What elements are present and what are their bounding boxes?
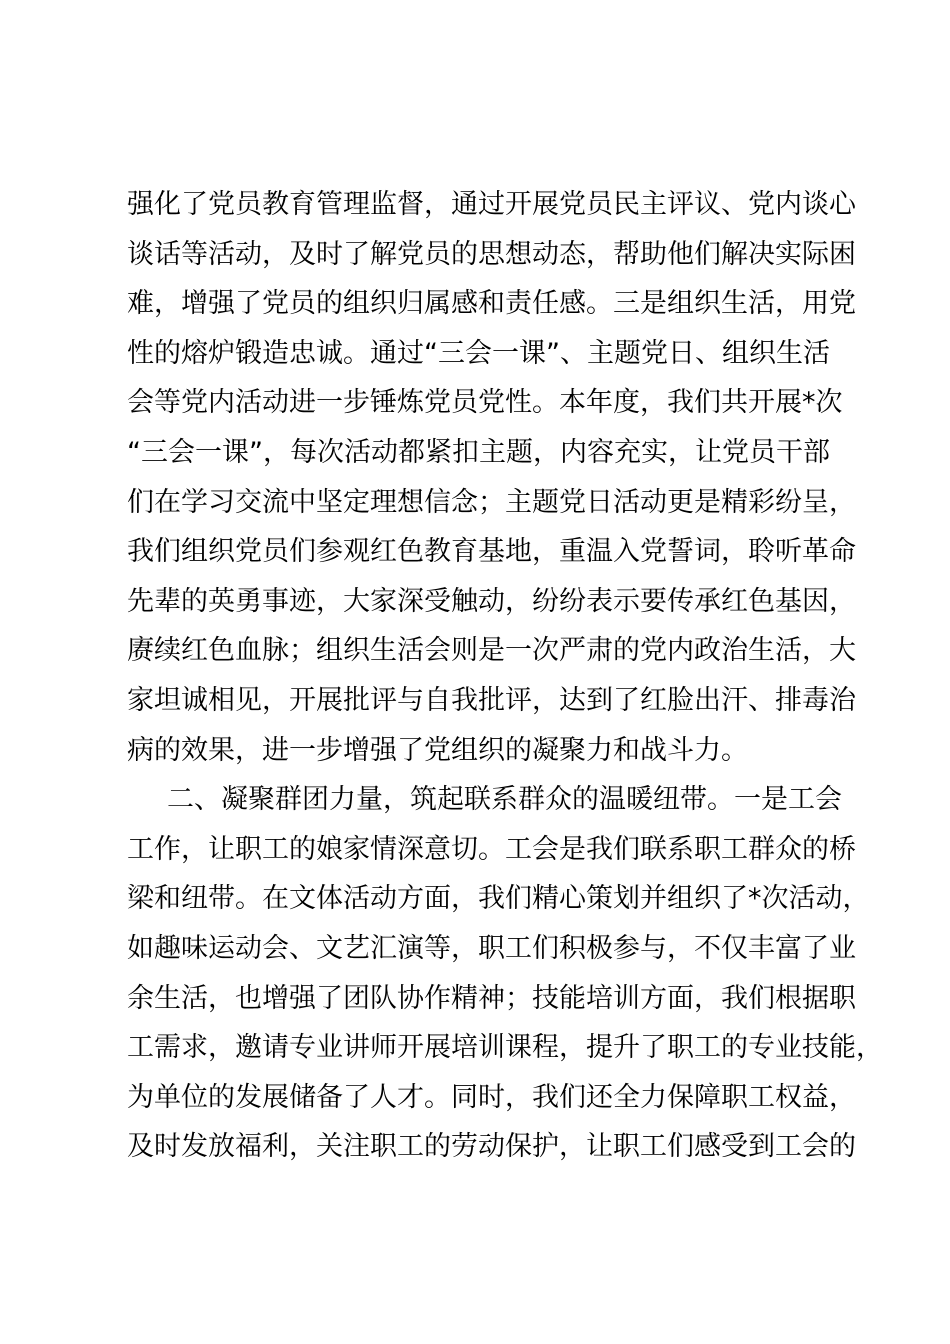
text-line: 工作，让职工的娘家情深意切。工会是我们联系职工群众的桥	[127, 833, 856, 865]
text-line: 余生活，也增强了团队协作精神；技能培训方面，我们根据职	[127, 982, 856, 1014]
text-line: 会等党内活动进一步锤炼党员党性。本年度，我们共开展*次	[127, 387, 843, 419]
text-line: 强化了党员教育管理监督，通过开展党员民主评议、党内谈心	[127, 189, 856, 220]
text-line: 先辈的英勇事迹，大家深受触动，纷纷表示要传承红色基因，	[127, 585, 856, 617]
text-line: 病的效果，进一步增强了党组织的凝聚力和战斗力。	[127, 734, 748, 766]
text-line: 如趣味运动会、文艺汇演等，职工们积极参与，不仅丰富了业	[127, 932, 856, 964]
text-line: 谈话等活动，及时了解党员的思想动态，帮助他们解决实际困	[127, 238, 856, 270]
body-text	[127, 180, 883, 1172]
text-line: 梁和纽带。在文体活动方面，我们精心策划并组织了*次活动，	[127, 883, 870, 915]
text-line: 我们组织党员们参观红色教育基地，重温入党誓词，聆听革命	[127, 536, 856, 568]
section-heading-line: 二、凝聚群团力量，筑起联系群众的温暖纽带。一是工会	[167, 784, 842, 816]
text-line: 为单位的发展储备了人才。同时，我们还全力保障职工权益，	[127, 1081, 856, 1113]
text-line: 家坦诚相见，开展批评与自我批评，达到了红脸出汗、排毒治	[127, 684, 856, 716]
text-line: 性的熔炉锻造忠诚。通过“三会一课”、主题党日、组织生活	[127, 337, 830, 369]
text-line: “三会一课”，每次活动都紧扣主题，内容充实，让党员干部	[127, 436, 830, 468]
text-line: 们在学习交流中坚定理想信念；主题党日活动更是精彩纷呈，	[127, 486, 856, 518]
text-line: 工需求，邀请专业讲师开展培训课程，提升了职工的专业技能，	[127, 1032, 883, 1064]
text-line: 难，增强了党员的组织归属感和责任感。三是组织生活，用党	[127, 288, 856, 320]
text-line: 及时发放福利，关注职工的劳动保护，让职工们感受到工会的	[127, 1131, 856, 1163]
text-line: 赓续红色血脉；组织生活会则是一次严肃的党内政治生活，大	[127, 635, 856, 667]
